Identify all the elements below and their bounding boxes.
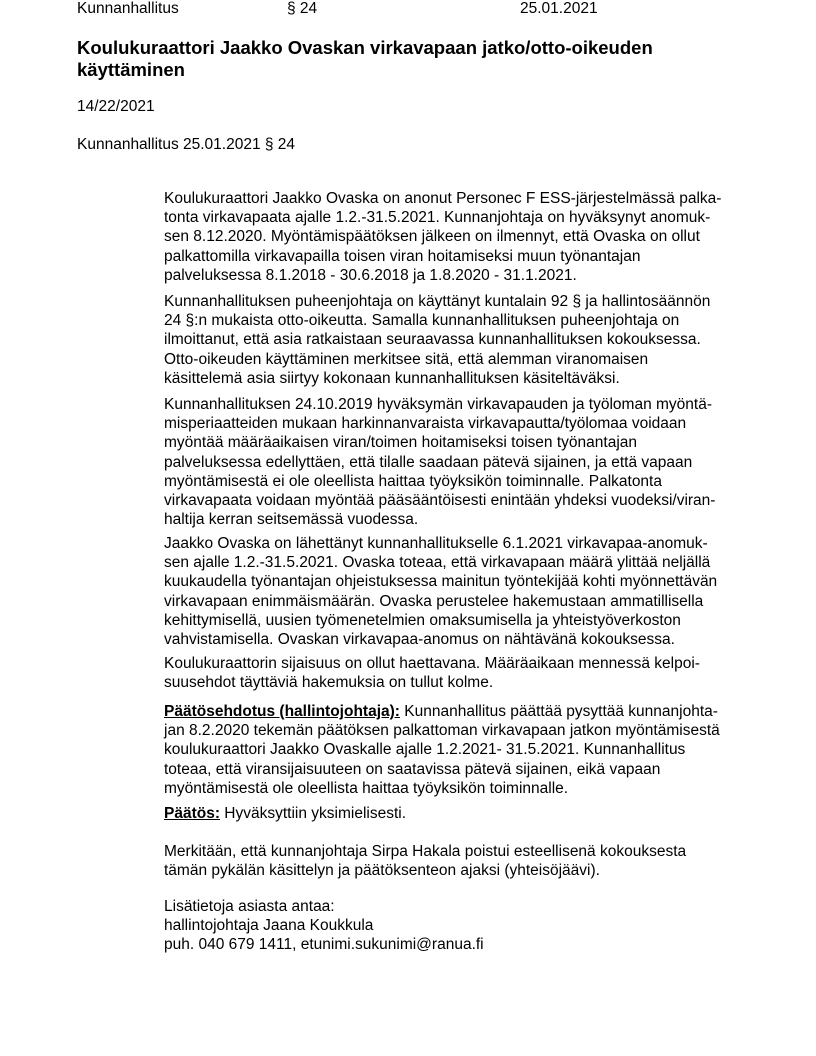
disqualification-note: [164, 842, 764, 880]
paragraph-otto-oikeus: [164, 292, 764, 388]
text-line: Otto-oikeuden käyttäminen merkitsee sitä, että alemman viranomaisen: [164, 350, 649, 368]
decision: [164, 804, 764, 823]
text-line: Koulukuraattorin sijaisuus on ollut haettavana. Määräaikaan mennessä kelpoi-: [164, 655, 700, 672]
meeting-reference: Kunnanhallitus 25.01.2021 § 24: [77, 136, 296, 153]
text-line: Jaakko Ovaska on lähettänyt kunnanhallitukselle 6.1.2021 virkavapaa-anomuk-: [164, 535, 708, 552]
text-line: myöntää määräaikaisen viran/toimen hoitamiseksi toisen työnantajan: [164, 434, 637, 452]
decision-label: Päätös:: [164, 805, 220, 822]
text-line: toteaa, että viransijaisuuteen on saatavissa pätevä sijainen, eikä vapaan: [164, 760, 661, 778]
text-line: sen 8.12.2020. Myöntämispäätöksen jälkeen on ilmennyt, että Ovaska on ollut: [164, 228, 700, 246]
text-line: Koulukuraattori Jaakko Ovaska on anonut Personec F ESS-järjestelmässä palka-: [164, 190, 722, 207]
proposal-first-line: Kunnanhallitus päättää pysyttää kunnanjohta-: [399, 703, 718, 720]
proposal-label: Päätösehdotus (hallintojohtaja):: [164, 703, 400, 720]
case-number: 14/22/2021: [77, 98, 155, 115]
text-line: myöntämisestä ei ole oleellista haittaa työyksikön toiminnalle. Palkatonta: [164, 472, 662, 490]
text-line: palveluksessa 8.1.2018 - 30.6.2018 ja 1.8.2020 - 31.1.2021.: [164, 266, 577, 284]
text-line: Kunnanhallituksen puheenjohtaja on käyttänyt kuntalain 92 § ja hallintosäännön: [164, 293, 711, 310]
text-line: tämän pykälän käsittelyn ja päätöksenteon ajaksi (yhteisöjäävi).: [164, 862, 600, 880]
text-line: myöntämisestä ole oleellista haittaa työyksikön toiminnalle.: [164, 779, 569, 797]
decision-proposal: [164, 702, 764, 798]
text-line: sen ajalle 1.2.-31.5.2021. Ovaska toteaa, että virkavapaan määrä ylittää neljällä: [164, 554, 711, 572]
text-line: [164, 804, 764, 823]
contact-person: hallintojohtaja Jaana Koukkula: [164, 917, 374, 935]
contact-intro: Lisätietoja asiasta antaa:: [164, 898, 335, 915]
paragraph-principles: [164, 395, 764, 529]
document-title: Koulukuraattori Jaakko Ovaskan virkavapaan jatko/otto-oikeuden käyttäminen: [77, 37, 653, 80]
header-date: 25.01.2021: [520, 0, 598, 17]
text-line: haltija kerran seitsemässä vuodessa.: [164, 511, 419, 529]
text-line: suusehdot täyttäviä hakemuksia on tullut kolme.: [164, 674, 494, 692]
text-line: virkavapaan enimmäismäärän. Ovaska perustelee hakemustaan ammatillisella: [164, 592, 704, 610]
text-line: jan 8.2.2020 tekemän päätöksen palkattoman virkavapaan jatkon myöntämisestä: [164, 722, 720, 740]
text-line: palveluksessa edellyttäen, että tilalle saadaan pätevä sijainen, ja että vapaan: [164, 453, 693, 471]
decision-text: Hyväksyttiin yksimielisesti.: [220, 805, 407, 822]
header-section: § 24: [287, 0, 318, 17]
text-line: käsittelemä asia siirtyy kokonaan kunnanhallituksen käsiteltäväksi.: [164, 369, 620, 387]
text-line: kuukaudella työnantajan ohjeistuksessa mainitun työntekijää kohti myönnettävän: [164, 573, 718, 591]
paragraph-leave-request: [164, 534, 764, 649]
header-body-name: Kunnanhallitus: [77, 0, 179, 17]
contact-details: puh. 040 679 1411, etunimi.sukunimi@ranua.fi: [164, 936, 484, 954]
text-line: koulukuraattori Jaakko Ovaskalle ajalle 1.2.2021- 31.5.2021. Kunnanhallitus: [164, 741, 686, 759]
text-line: Merkitään, että kunnanjohtaja Sirpa Hakala poistui esteellisenä kokouksesta: [164, 843, 687, 860]
text-line: misperiaatteiden mukaan harkinnanvaraista virkavapautta/työlomaa voidaan: [164, 415, 687, 433]
paragraph-substitute: [164, 654, 764, 692]
text-line: tonta virkavapaata ajalle 1.2.-31.5.2021. Kunnanjohtaja on hyväksynyt anomuk-: [164, 209, 711, 227]
text-line: Kunnanhallituksen 24.10.2019 hyväksymän virkavapauden ja työloman myöntä-: [164, 396, 713, 413]
text-line: [164, 702, 764, 721]
text-line: ilmoittanut, että asia ratkaistaan seuraavassa kunnanhallituksen kokouksessa.: [164, 331, 701, 349]
paragraph-application: [164, 189, 764, 285]
text-line: virkavapaata voidaan myöntää pääsääntöisesti enintään yhdeksi vuodeksi/viran-: [164, 492, 716, 510]
text-line: palkattomilla virkavapailla toisen viran hoitamiseksi muun työnantajan: [164, 247, 641, 265]
text-line: 24 §:n mukaista otto-oikeutta. Samalla kunnanhallituksen puheenjohtaja on: [164, 312, 680, 330]
text-line: kehittymisellä, uusien työmenetelmien omaksumisella ja yhteistyöverkoston: [164, 611, 681, 629]
text-line: vahvistamisella. Ovaskan virkavapaa-anomus on nähtävänä kokouksessa.: [164, 631, 675, 649]
contact-info: [164, 897, 764, 955]
